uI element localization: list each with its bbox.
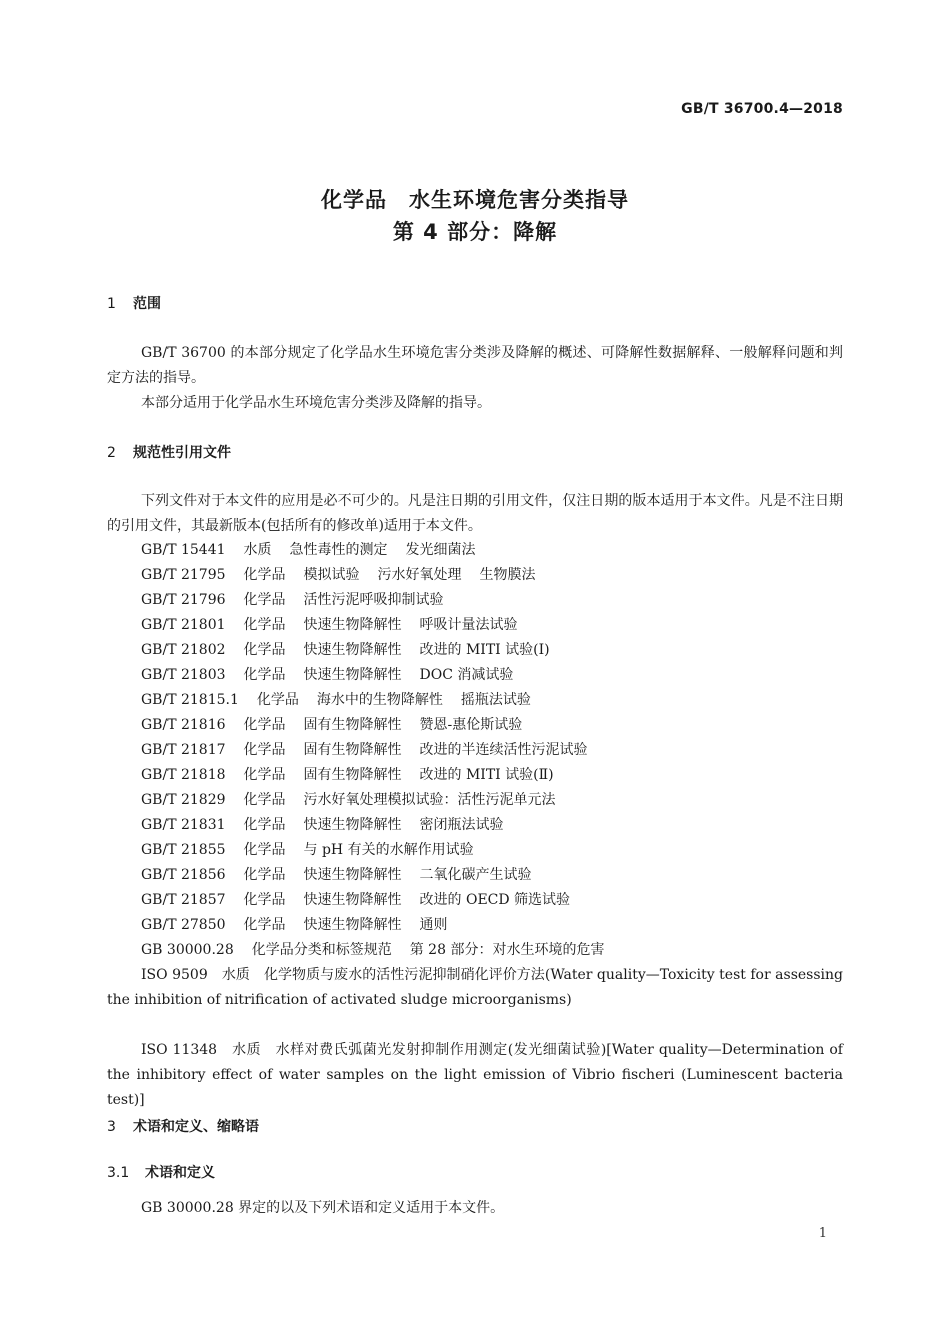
reference-code: GB/T 15441 [141,542,226,558]
reference-title-part: 化学品 [243,667,286,683]
reference-title-part: 化学品 [243,742,286,758]
reference-item [141,938,604,963]
reference-title-part: 快速生物降解性 [303,667,402,683]
reference-code: GB/T 21855 [141,842,226,858]
reference-title-part: 化学品 [243,917,286,933]
reference-title-part: 海水中的生物降解性 [316,692,443,708]
reference-title-part: 与 pH 有关的水解作用试验 [303,842,474,858]
reference-title-part: 化学品 [243,842,286,858]
reference-title-part: 通则 [419,917,448,933]
section-number: 2 [107,445,116,461]
document-title-line1: 化学品 水生环境危害分类指导 [321,188,629,212]
reference-code: GB/T 21857 [141,892,226,908]
reference-code: GB/T 21816 [141,717,226,733]
reference-title-part: 发光细菌法 [405,542,476,558]
reference-item [141,563,604,588]
reference-title-part: 化学品 [243,767,286,783]
section-number: 1 [107,296,116,312]
reference-title-part: 化学品 [243,892,286,908]
reference-code: GB/T 21817 [141,742,226,758]
reference-title-part: 化学品 [243,592,286,608]
reference-title-part: 固有生物降解性 [303,742,402,758]
reference-item [141,713,604,738]
reference-code: GB/T 21802 [141,642,226,658]
reference-title-part: 固有生物降解性 [303,767,402,783]
reference-title-part: 化学品 [243,642,286,658]
reference-title-part: 快速生物降解性 [303,617,402,633]
section-number: 3.1 [107,1165,130,1181]
reference-code: GB/T 21829 [141,792,226,808]
reference-title-part: 污水好氧处理模拟试验：活性污泥单元法 [303,792,556,808]
reference-item [141,913,604,938]
reference-title-part: 摇瓶法试验 [460,692,531,708]
reference-title-part: 快速生物降解性 [303,642,402,658]
reference-code: GB/T 21856 [141,867,226,883]
reference-list [141,538,604,963]
reference-item [141,838,604,863]
reference-code: GB/T 21801 [141,617,226,633]
reference-title-part: 固有生物降解性 [303,717,402,733]
standard-code: GB/T 36700.4—2018 [681,101,843,117]
reference-code: GB/T 21795 [141,567,226,583]
reference-title-part: 第 28 部分：对水生环境的危害 [409,942,605,958]
document-title-line2: 第 4 部分：降解 [392,220,558,244]
reference-title-part: 化学品 [243,867,286,883]
reference-title-part: 密闭瓶法试验 [419,817,504,833]
section-3-heading [107,1116,259,1136]
reference-item [141,788,604,813]
reference-item [141,863,604,888]
section-3-1-paragraph: GB 30000.28 界定的以及下列术语和定义适用于本文件。 [141,1200,505,1216]
section-1-heading [107,293,161,313]
section-3-1-heading [107,1162,215,1182]
reference-title-part: 二氧化碳产生试验 [419,867,532,883]
section-title: 规范性引用文件 [133,445,231,461]
reference-title-part: 活性污泥呼吸抑制试验 [303,592,444,608]
reference-title-part: 急性毒性的测定 [289,542,388,558]
reference-code: GB/T 27850 [141,917,226,933]
reference-iso-9509: ISO 9509 水质 化学物质与废水的活性污泥抑制硝化评价方法(Water quality—Toxicity test for assessing the inhibition of nitrification of activated sludge microorganisms) [107,967,843,1008]
reference-title-part: 赞恩-惠伦斯试验 [419,717,523,733]
reference-code: GB/T 21815.1 [141,692,239,708]
reference-code: GB/T 21818 [141,767,226,783]
reference-title-part: 化学品 [256,692,299,708]
reference-title-part: 化学品 [243,567,286,583]
section-title: 术语和定义、缩略语 [133,1119,259,1135]
reference-code: GB/T 21796 [141,592,226,608]
reference-iso-11348: ISO 11348 水质 水样对费氏弧菌光发射抑制作用测定(发光细菌试验)[Water quality—Determination of the inhibitory effect of water samples on the light emission of Vibrio fischeri (Luminescent bacteria test)] [107,1042,843,1108]
reference-title-part: 改进的 MITI 试验(Ⅱ) [419,767,554,783]
reference-code: GB 30000.28 [141,942,234,958]
page-number: 1 [818,1226,827,1241]
reference-title-part: 呼吸计量法试验 [419,617,518,633]
reference-title-part: 水质 [243,542,272,558]
reference-title-part: 化学品 [243,717,286,733]
reference-item [141,763,604,788]
reference-title-part: 化学品 [243,817,286,833]
section-1-paragraph-2: 本部分适用于化学品水生环境危害分类涉及降解的指导。 [141,395,491,411]
reference-title-part: 化学品 [243,617,286,633]
reference-title-part: 快速生物降解性 [303,867,402,883]
reference-item [141,738,604,763]
section-title: 范围 [133,296,161,312]
section-title: 术语和定义 [145,1165,215,1181]
reference-title-part: 化学品 [243,792,286,808]
reference-code: GB/T 21803 [141,667,226,683]
reference-title-part: 生物膜法 [479,567,536,583]
reference-title-part: 快速生物降解性 [303,817,402,833]
reference-item [141,613,604,638]
reference-title-part: 改进的半连续活性污泥试验 [419,742,588,758]
reference-item [141,813,604,838]
reference-title-part: 快速生物降解性 [303,917,402,933]
section-2-intro: 下列文件对于本文件的应用是必不可少的。凡是注日期的引用文件，仅注日期的版本适用于本文件。凡是不注日期的引用文件，其最新版本(包括所有的修改单)适用于本文件。 [107,493,843,534]
reference-item [141,588,604,613]
reference-title-part: 改进的 OECD 筛选试验 [419,892,571,908]
reference-item [141,663,604,688]
reference-title-part: 污水好氧处理 [377,567,462,583]
reference-title-part: 快速生物降解性 [303,892,402,908]
section-number: 3 [107,1119,116,1135]
reference-item [141,638,604,663]
reference-title-part: 改进的 MITI 试验(Ⅰ) [419,642,550,658]
reference-item [141,888,604,913]
reference-title-part: DOC 消减试验 [419,667,514,683]
section-2-heading [107,442,231,462]
reference-item [141,688,604,713]
reference-title-part: 化学品分类和标签规范 [251,942,392,958]
reference-title-part: 模拟试验 [303,567,360,583]
reference-item [141,538,604,563]
reference-code: GB/T 21831 [141,817,226,833]
section-1-paragraph-1: GB/T 36700 的本部分规定了化学品水生环境危害分类涉及降解的概述、可降解性数据解释、一般解释问题和判定方法的指导。 [107,345,843,386]
